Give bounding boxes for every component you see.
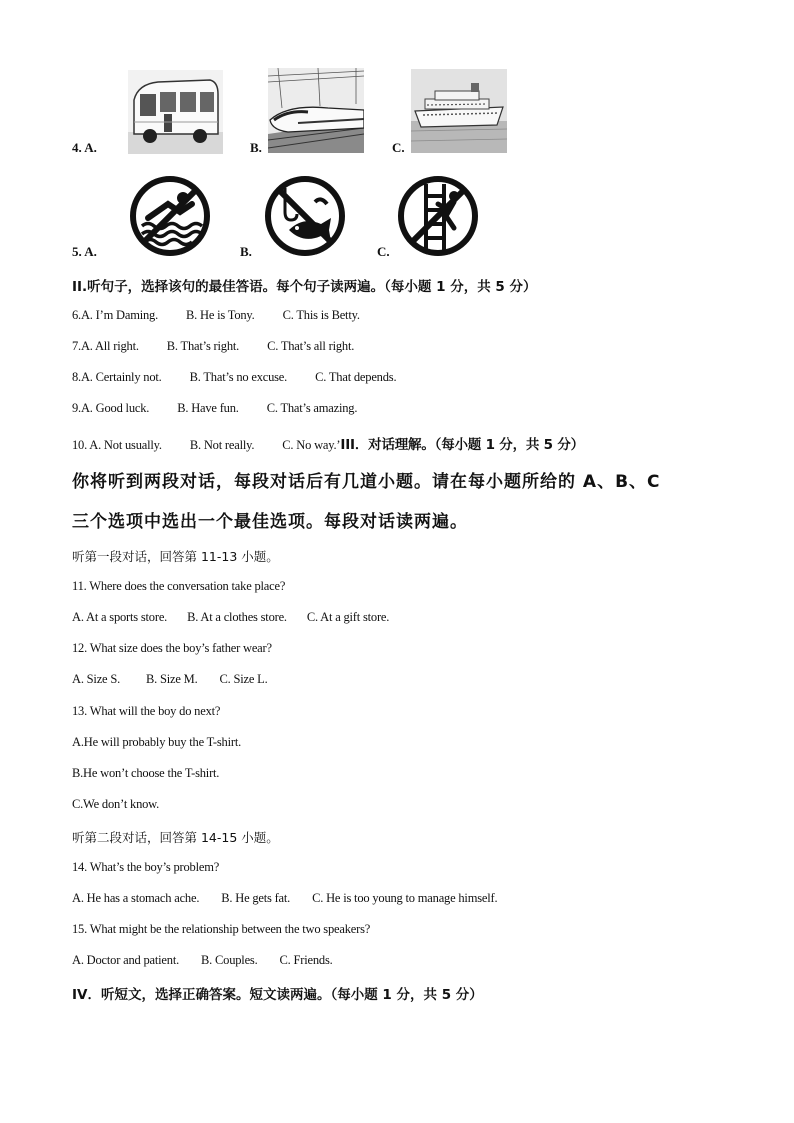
q14-row xyxy=(72,891,497,906)
q10-option-a: 10. A. Not usually. xyxy=(72,438,162,452)
section-2-heading: II.听句子，选择该句的最佳答语。每个句子读两遍。（每小题 1 分，共 5 分） xyxy=(72,279,537,295)
q12-stem: 12. What size does the boy’s father wear? xyxy=(72,641,272,655)
q7-option-a: 7.A. All right. xyxy=(72,339,139,353)
q12-option-a: A. Size S. xyxy=(72,672,121,686)
q15-option-b: B. Couples. xyxy=(201,953,258,967)
section-3-instruction-line-2: 三个选项中选出一个最佳选项。每段对话读两遍。 xyxy=(72,512,468,532)
q15-option-c: C. Friends. xyxy=(279,953,333,967)
q14-option-b: B. He gets fat. xyxy=(221,891,291,905)
q7-option-b: B. That’s right. xyxy=(166,339,240,353)
q13-stem: 13. What will the boy do next? xyxy=(72,704,221,718)
q15-stem: 15. What might be the relationship between the two speakers? xyxy=(72,922,371,936)
q6-option-c: C. This is Betty. xyxy=(282,308,360,322)
q11-row xyxy=(72,610,389,625)
section-4-heading: IV．听短文，选择正确答案。短文读两遍。（每小题 1 分，共 5 分） xyxy=(72,987,483,1003)
q6-row xyxy=(72,308,360,323)
q5-c-label: C. xyxy=(377,244,390,259)
q9-row xyxy=(72,401,357,416)
q6-option-a: 6.A. I’m Daming. xyxy=(72,308,159,322)
q13-option-c: C.We don’t know. xyxy=(72,797,160,811)
q14-option-a: A. He has a stomach ache. xyxy=(72,891,200,905)
q11-stem: 11. Where does the conversation take place? xyxy=(72,579,286,593)
q6-option-b: B. He is Tony. xyxy=(186,308,255,322)
q4-a-label: 4. A. xyxy=(72,140,97,155)
q14-option-c: C. He is too young to manage himself. xyxy=(312,891,498,905)
q15-option-a: A. Doctor and patient. xyxy=(72,953,180,967)
q13-option-b: B.He won’t choose the T-shirt. xyxy=(72,766,220,780)
q9-option-a: 9.A. Good luck. xyxy=(72,401,150,415)
q7-row xyxy=(72,339,354,354)
q5-b-label: B. xyxy=(240,244,252,259)
q5-a-label: 5. A. xyxy=(72,244,97,259)
section-3-heading: III．对话理解。（每小题 1 分，共 5 分） xyxy=(340,437,584,453)
q9-option-c: C. That’s amazing. xyxy=(266,401,358,415)
cruise-ship-photo xyxy=(411,69,507,153)
dialogue-2-intro: 听第二段对话，回答第 14-15 小题。 xyxy=(72,830,279,845)
q10-row xyxy=(72,433,584,453)
q13-option-a: A.He will probably buy the T-shirt. xyxy=(72,735,242,749)
section-3-instruction-line-1: 你将听到两段对话，每段对话后有几道小题。请在每小题所给的 A、B、C xyxy=(72,472,661,492)
q12-row xyxy=(72,672,268,687)
bus-photo xyxy=(128,70,223,154)
no-climbing-sign xyxy=(396,174,480,258)
q10-option-c: C. No way.’ xyxy=(282,438,341,452)
q8-row xyxy=(72,370,396,385)
q11-option-a: A. At a sports store. xyxy=(72,610,168,624)
q12-option-b: B. Size M. xyxy=(146,672,198,686)
q15-row xyxy=(72,953,333,968)
q8-option-b: B. That’s no excuse. xyxy=(189,370,288,384)
q10-option-b: B. Not really. xyxy=(189,438,255,452)
q7-option-c: C. That’s all right. xyxy=(267,339,355,353)
q8-option-a: 8.A. Certainly not. xyxy=(72,370,162,384)
no-fishing-sign xyxy=(263,174,347,258)
dialogue-1-intro: 听第一段对话，回答第 11-13 小题。 xyxy=(72,549,279,564)
q8-option-c: C. That depends. xyxy=(315,370,397,384)
q11-option-c: C. At a gift store. xyxy=(306,610,390,624)
q11-option-b: B. At a clothes store. xyxy=(187,610,287,624)
q12-option-c: C. Size L. xyxy=(219,672,268,686)
no-swimming-sign xyxy=(128,174,212,258)
q4-c-label: C. xyxy=(392,140,405,155)
q14-stem: 14. What’s the boy’s problem? xyxy=(72,860,220,874)
q4-b-label: B. xyxy=(250,140,262,155)
high-speed-train-photo xyxy=(268,68,364,153)
q9-option-b: B. Have fun. xyxy=(177,401,239,415)
